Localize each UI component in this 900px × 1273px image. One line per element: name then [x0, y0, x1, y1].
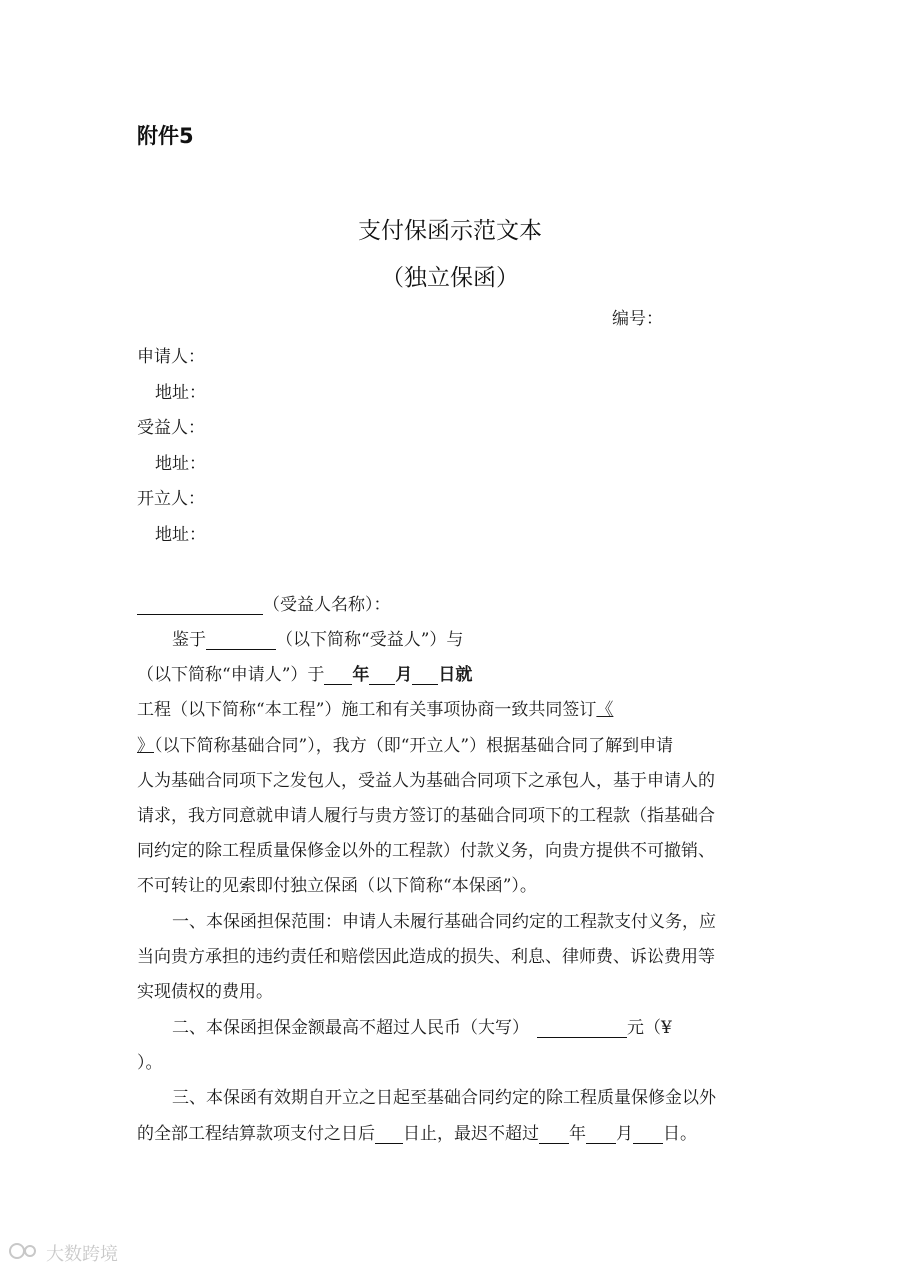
- paragraph-1-line-8: 不可转让的见索即付独立保函（以下简称“本保函”）。: [137, 876, 537, 896]
- issuer-address-label: 地址：: [155, 525, 206, 545]
- text-segment: （以下简称“申请人”）于: [137, 665, 325, 685]
- paragraph-2-line-1: 一、本保函担保范围：申请人未履行基础合同约定的工程款支付义务，应: [172, 912, 716, 932]
- days-blank: [375, 1123, 403, 1144]
- year-label: 年: [352, 665, 370, 685]
- day-blank: [412, 664, 438, 685]
- day-label: 日。: [663, 1124, 697, 1144]
- paragraph-1-line-1: [172, 625, 812, 650]
- day-blank: [633, 1123, 663, 1144]
- month-label: 月: [395, 665, 413, 685]
- text-segment: 鉴于: [172, 630, 206, 650]
- attachment-label: 附件5: [137, 124, 194, 148]
- addressee-text: （受益人名称）：: [263, 595, 391, 615]
- paragraph-3-line-1: [172, 1013, 812, 1038]
- paragraph-1-line-5: 人为基础合同项下之发包人，受益人为基础合同项下之承包人，基于申请人的: [137, 771, 715, 791]
- month-blank: [369, 664, 395, 685]
- paragraph-1-line-2: [137, 660, 777, 685]
- beneficiary-address-label: 地址：: [155, 454, 206, 474]
- text-segment: 二、本保函担保金额最高不超过人民币（大写）: [172, 1018, 529, 1038]
- paragraph-2-line-3: 实现债权的费用。: [137, 982, 273, 1002]
- year-label: 年: [569, 1124, 586, 1144]
- text-segment: 日止，最迟不超过: [403, 1124, 539, 1144]
- paragraph-1-line-7: 同约定的除工程质量保修金以外的工程款）付款义务，向贵方提供不可撤销、: [137, 841, 715, 861]
- issuer-label: 开立人：: [137, 489, 205, 509]
- day-label: 日就: [438, 665, 473, 685]
- document-subtitle: （独立保函）: [381, 265, 519, 291]
- paragraph-4-line-1: 三、本保函有效期自开立之日起至基础合同约定的除工程质量保修金以外: [172, 1088, 716, 1108]
- paragraph-4-line-2: [137, 1119, 777, 1144]
- book-title-open: 《: [596, 700, 614, 720]
- amount-blank: [537, 1017, 627, 1038]
- applicant-label: 申请人：: [137, 347, 205, 367]
- beneficiary-label: 受益人：: [137, 418, 205, 438]
- paragraph-1-line-6: 请求，我方同意就申请人履行与贵方签订的基础合同项下的工程款（指基础合: [137, 806, 715, 826]
- month-blank: [586, 1123, 616, 1144]
- year-blank: [539, 1123, 569, 1144]
- year-blank: [324, 664, 352, 685]
- month-label: 月: [616, 1124, 633, 1144]
- paragraph-3-line-2: ）。: [137, 1053, 163, 1073]
- blank-field: [206, 629, 276, 650]
- text-segment: 的全部工程结算款项支付之日后: [137, 1124, 375, 1144]
- applicant-address-label: 地址：: [155, 383, 206, 403]
- text-segment: 元（¥: [627, 1018, 672, 1038]
- watermark-logo-icon: [8, 1242, 40, 1265]
- text-segment: 工程（以下简称“本工程”）施工和有关事项协商一致共同签订: [137, 700, 597, 720]
- paragraph-1-line-3: [137, 695, 777, 720]
- text-segment: （以下简称“受益人”）与: [276, 630, 464, 650]
- addressee-line: [137, 590, 777, 615]
- serial-number-label: 编号：: [612, 309, 663, 329]
- paragraph-2-line-2: 当向贵方承担的违约责任和赔偿因此造成的损失、利息、律师费、诉讼费用等: [137, 947, 715, 967]
- beneficiary-name-blank: [137, 594, 263, 615]
- book-title-close: 》: [137, 736, 154, 756]
- text-segment: （以下简称基础合同”），我方（即“开立人”）根据基础合同了解到申请: [154, 736, 674, 756]
- document-title: 支付保函示范文本: [358, 218, 542, 244]
- paragraph-1-line-4: [137, 731, 777, 756]
- watermark-text: 大数跨境: [46, 1244, 118, 1265]
- watermark: [8, 1240, 118, 1266]
